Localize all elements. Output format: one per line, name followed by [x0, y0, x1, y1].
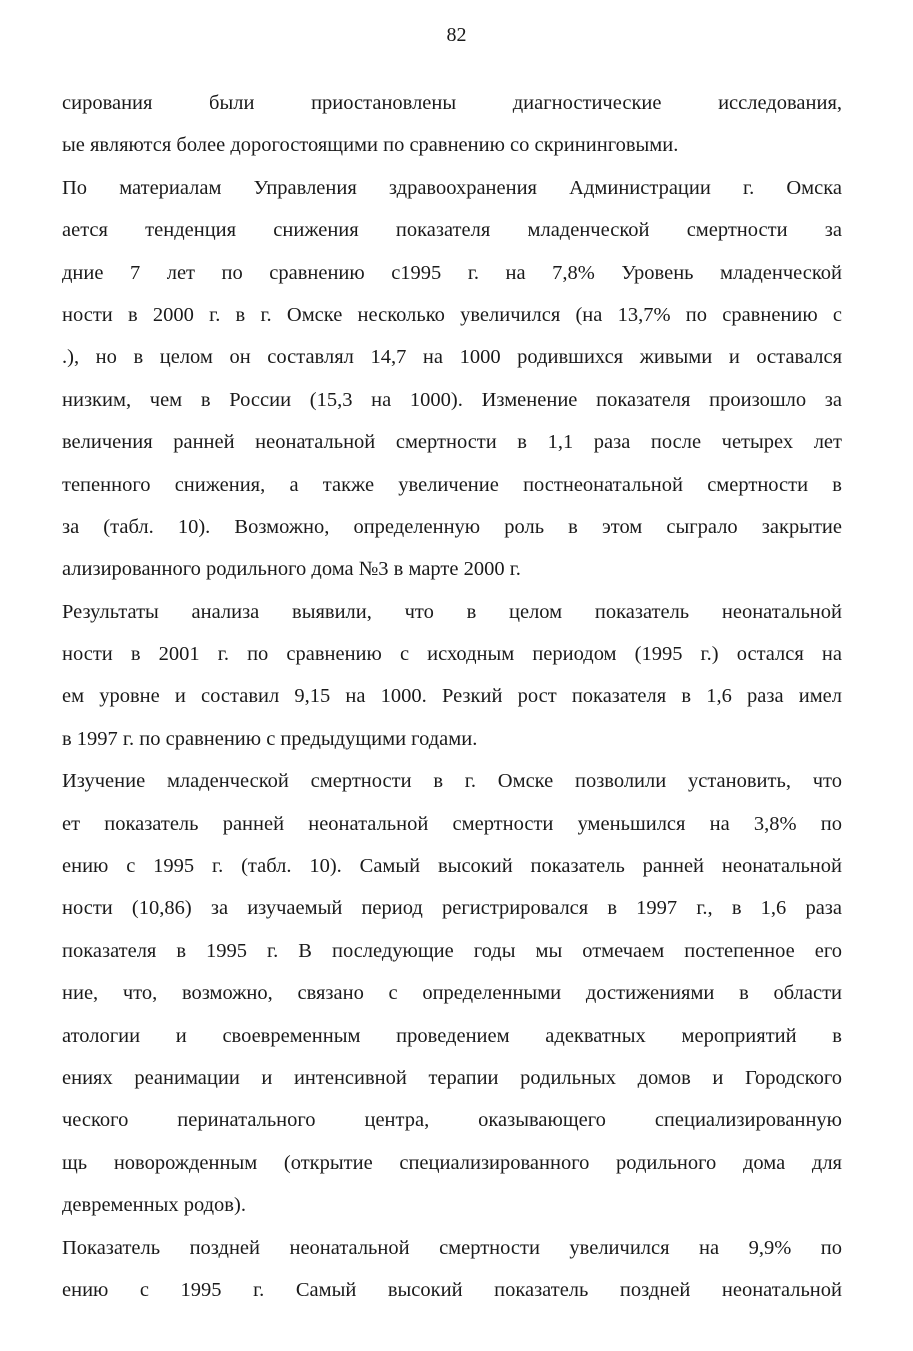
- text-line: низким, чем в России (15,3 на 1000). Изменение показателя произошло за: [62, 388, 842, 411]
- text-line: .), но в целом он составлял 14,7 на 1000 родившихся живыми и оставался: [62, 346, 842, 369]
- text-line: ализированного родильного дома №3 в марте 2000 г.: [62, 558, 521, 581]
- text-line: ет показатель ранней неонатальной смертности уменьшился на 3,8% по: [62, 812, 842, 835]
- text-line: атологии и своевременным проведением адекватных мероприятий в: [62, 1024, 842, 1047]
- text-line: ые являются более дорогостоящими по сравнению со скрининговыми.: [62, 134, 679, 157]
- text-line: ческого перинатального центра, оказывающего специализированную: [62, 1109, 842, 1132]
- text-line: ениях реанимации и интенсивной терапии родильных домов и Городского: [62, 1066, 842, 1089]
- text-line: щь новорожденным (открытие специализированного родильного дома для: [62, 1151, 842, 1174]
- text-line: за (табл. 10). Возможно, определенную роль в этом сыграло закрытие: [62, 515, 842, 538]
- text-line: девременных родов).: [62, 1194, 246, 1217]
- text-line: По материалам Управления здравоохранения Администрации г. Омска: [62, 176, 842, 199]
- text-line: дние 7 лет по сравнению с1995 г. на 7,8% Уровень младенческой: [62, 261, 842, 284]
- text-line: величения ранней неонатальной смертности в 1,1 раза после четырех лет: [62, 431, 842, 454]
- text-line: тепенного снижения, а также увеличение постнеонатальной смертности в: [62, 473, 842, 496]
- text-line: Результаты анализа выявили, что в целом показатель неонатальной: [62, 600, 842, 623]
- page-number: 82: [446, 24, 467, 46]
- text-line: Изучение младенческой смертности в г. Омске позволили установить, что: [62, 770, 842, 793]
- text-line: Показатель поздней неонатальной смертности увеличился на 9,9% по: [62, 1236, 842, 1259]
- text-line: ности (10,86) за изучаемый период регистрировался в 1997 г., в 1,6 раза: [62, 897, 842, 920]
- text-line: ению с 1995 г. Самый высокий показатель поздней неонатальной: [62, 1278, 842, 1301]
- text-line: ности в 2001 г. по сравнению с исходным периодом (1995 г.) остался на: [62, 643, 842, 666]
- text-body: [62, 82, 842, 1311]
- text-line: ние, что, возможно, связано с определенными достижениями в области: [62, 982, 842, 1005]
- text-line: ем уровне и составил 9,15 на 1000. Резкий рост показателя в 1,6 раза имел: [62, 685, 842, 708]
- text-line: в 1997 г. по сравнению с предыдущими годами.: [62, 727, 478, 750]
- text-line: ности в 2000 г. в г. Омске несколько увеличился (на 13,7% по сравнению с: [62, 303, 842, 326]
- text-line: ается тенденция снижения показателя младенческой смертности за: [62, 219, 842, 242]
- text-line: ению с 1995 г. (табл. 10). Самый высокий показатель ранней неонатальной: [62, 855, 842, 878]
- text-line: показателя в 1995 г. В последующие годы мы отмечаем постепенное его: [62, 939, 842, 962]
- text-line: сирования были приостановлены диагностические исследования,: [62, 92, 842, 114]
